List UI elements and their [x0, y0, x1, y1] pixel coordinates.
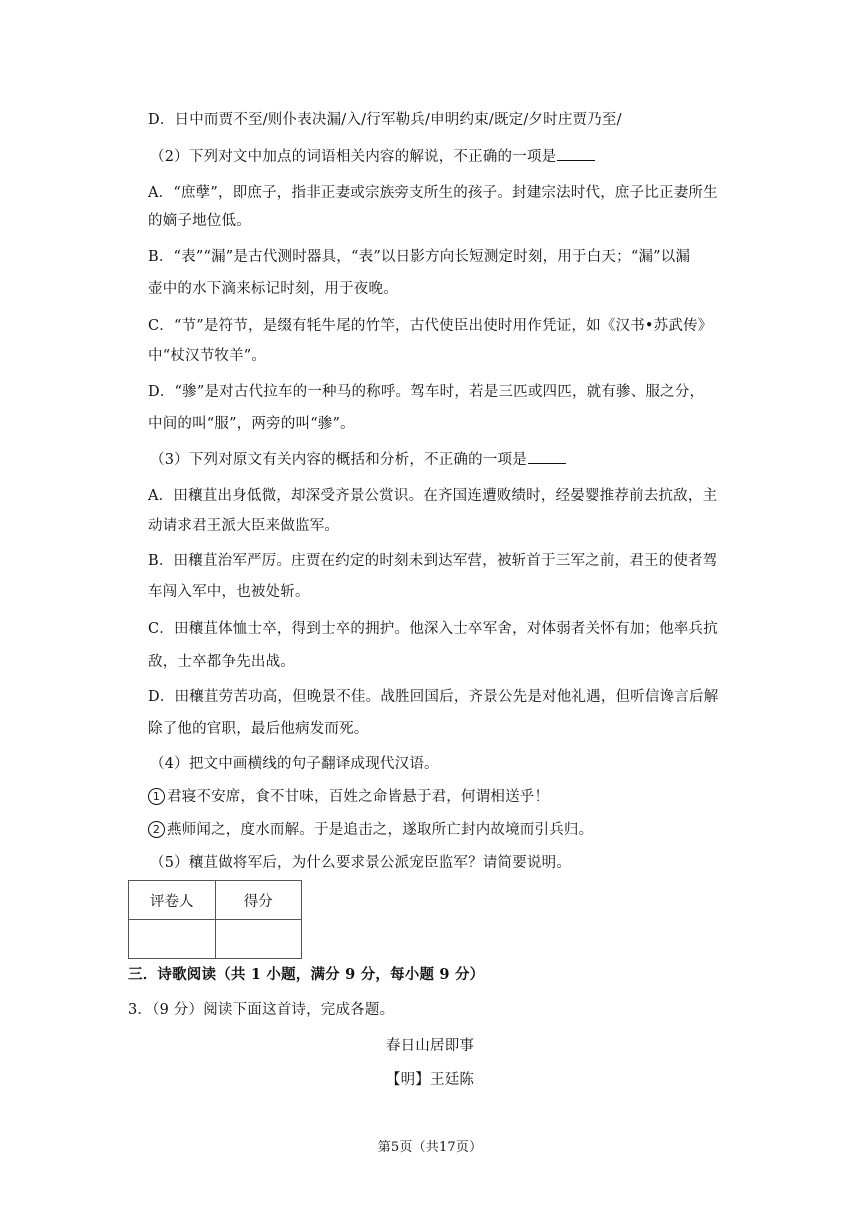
option-c-q3-line1: C．田穰苴体恤士卒，得到士卒的拥护。他深入士卒军舍，对体弱者关怀有加；他率兵抗 — [148, 621, 718, 637]
question-2-stem — [150, 147, 595, 167]
grader-header: 评卷人 — [129, 881, 216, 920]
question-3-intro: 3．（9 分）阅读下面这首诗，完成各题。 — [128, 1002, 395, 1018]
question-2-text: （2）下列对文中加点的词语相关内容的解说，不正确的一项是 — [150, 149, 557, 165]
translation-sentence-2-text: 燕师闻之，度水而解。于是追击之，遂取所亡封内故境而引兵归。 — [167, 822, 594, 838]
circled-number-2: 2 — [148, 821, 165, 838]
answer-blank — [557, 148, 595, 161]
poem-title: 春日山居即事 — [385, 1038, 475, 1054]
section-heading: 三．诗歌阅读（共 1 小题，满分 9 分，每小题 9 分） — [128, 966, 485, 983]
question-4-stem: （4）把文中画横线的句子翻译成现代汉语。 — [150, 756, 439, 772]
translation-sentence-1 — [148, 787, 549, 807]
grader-cell — [129, 920, 216, 959]
option-d-q2-line1: D．“骖”是对古代拉车的一种马的称呼。驾车时，若是三匹或四匹，就有骖、服之分， — [148, 384, 705, 400]
option-d-q1: D．日中而贾不至/则仆表决漏/入/行军勒兵/申明约束/既定/夕时庄贾乃至/ — [148, 112, 622, 128]
option-a-q3-line1: A．田穰苴出身低微，却深受齐景公赏识。在齐国连遭败绩时，经晏婴推荐前去抗敌，主 — [148, 488, 718, 504]
option-c-q2-line1: C．“节”是符节，是缀有牦牛尾的竹竿，古代使臣出使时用作凭证，如《汉书•苏武传》 — [148, 318, 713, 334]
option-a-q2-line1: A．“庶孽”，即庶子，指非正妻或宗族旁支所生的孩子。封建宗法时代，庶子比正妻所生 — [148, 185, 718, 201]
option-c-q2-line2: 中“杖汉节牧羊”。 — [148, 348, 267, 364]
question-5-stem: （5）穰苴做将军后，为什么要求景公派宠臣监军？请简要说明。 — [150, 855, 572, 871]
answer-blank — [528, 451, 566, 464]
option-d-q2-line2: 中间的叫“服”，两旁的叫“骖”。 — [148, 416, 355, 432]
option-b-q3-line2: 车闯入军中，也被处斩。 — [148, 584, 310, 600]
poem-author: 【明】王廷陈 — [385, 1072, 475, 1088]
option-b-q2-line2: 壶中的水下滴来标记时刻，用于夜晚。 — [148, 281, 398, 297]
option-a-q2-line2: 的嫡子地位低。 — [148, 213, 251, 229]
option-b-q2-line1: B．“表”“漏”是古代测时器具，“表”以日影方向长短测定时刻，用于白天；“漏”以漏 — [148, 249, 691, 265]
score-table — [128, 880, 302, 959]
score-header: 得分 — [215, 881, 302, 920]
translation-sentence-2 — [148, 820, 593, 840]
option-a-q3-line2: 动请求君王派大臣来做监军。 — [148, 518, 340, 534]
page-footer: 第5页（共17页） — [377, 1140, 483, 1155]
question-3-stem — [150, 450, 566, 470]
circled-number-1: 1 — [148, 788, 165, 805]
option-d-q3-line1: D．田穰苴劳苦功高，但晚景不佳。战胜回国后，齐景公先是对他礼遇，但听信谗言后解 — [148, 689, 719, 705]
question-3-text: （3）下列对原文有关内容的概括和分析，不正确的一项是 — [150, 452, 527, 468]
score-cell — [215, 920, 302, 959]
translation-sentence-1-text: 君寝不安席，食不甘味，百姓之命皆悬于君，何谓相送乎！ — [167, 789, 550, 805]
option-d-q3-line2: 除了他的官职，最后他病发而死。 — [148, 721, 369, 737]
option-c-q3-line2: 敌，士卒都争先出战。 — [148, 654, 295, 670]
option-b-q3-line1: B．田穰苴治军严厉。庄贾在约定的时刻未到达军营，被斩首于三军之前，君王的使者驾 — [148, 553, 718, 569]
